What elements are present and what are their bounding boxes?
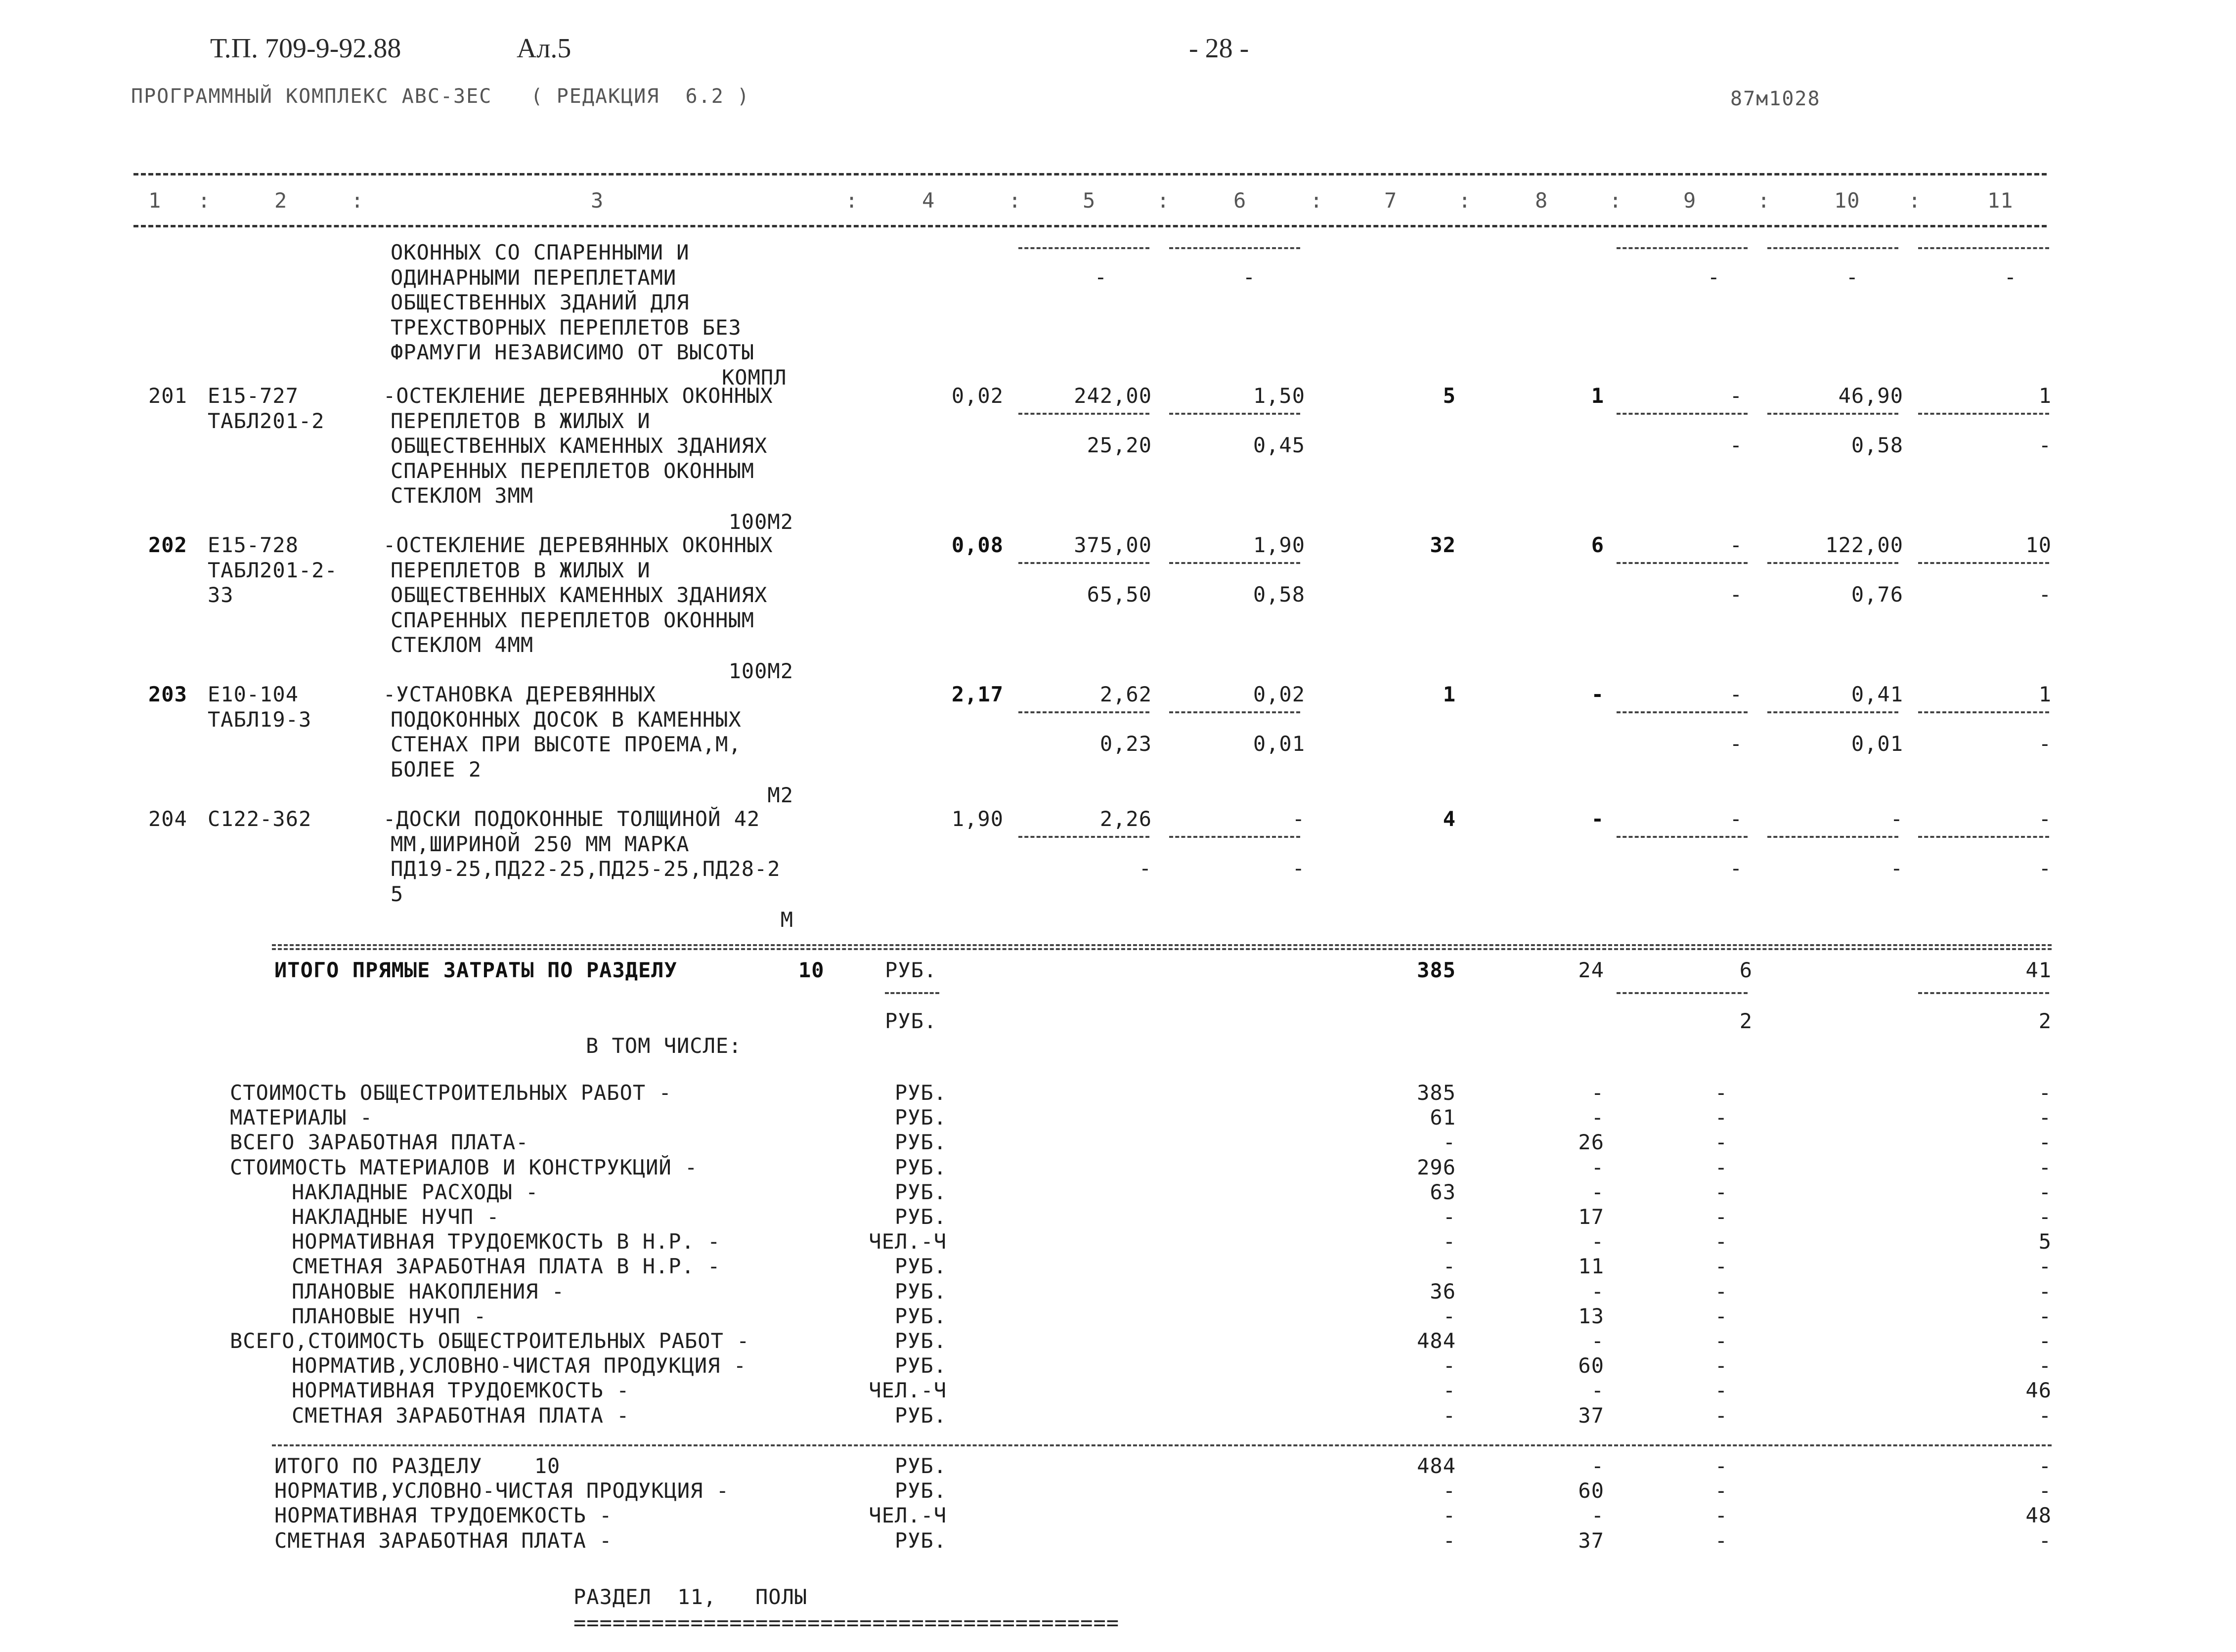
cell-value: - <box>1591 807 1604 831</box>
item-table-ref: ТАБЛ19-3 <box>208 707 312 732</box>
cell-value: 5 <box>2038 1229 2052 1254</box>
breakdown-label: НОРМАТИВ,УСЛОВНО-ЧИСТАЯ ПРОДУКЦИЯ - <box>292 1353 747 1378</box>
section-total-label: НОРМАТИВ,УСЛОВНО-ЧИСТАЯ ПРОДУКЦИЯ - <box>274 1478 730 1503</box>
breakdown-unit: РУБ. <box>894 1304 947 1328</box>
split-rule <box>1018 247 1149 249</box>
item-unit: М <box>780 908 793 932</box>
item-description-line: -ДОСКИ ПОДОКОННЫЕ ТОЛЩИНОЙ 42 <box>383 807 760 831</box>
cell-value: - <box>1591 1503 1604 1528</box>
totals-rule <box>272 948 2052 950</box>
item-unit: 100М2 <box>728 658 793 683</box>
total-unit: РУБ. <box>885 1009 937 1033</box>
cell-value: 65,50 <box>1087 582 1152 607</box>
cell-value: - <box>1714 1403 1728 1428</box>
column-number: 4 <box>922 188 935 213</box>
cell-value: - <box>1443 1229 1456 1254</box>
cell-value: - <box>1729 533 1743 557</box>
breakdown-unit: РУБ. <box>894 1179 947 1204</box>
split-rule <box>1767 711 1898 713</box>
cell-value: - <box>2038 732 2052 756</box>
breakdown-unit: РУБ. <box>894 1105 947 1130</box>
column-separator: : <box>845 188 859 213</box>
item-description-line: ПЕРЕПЛЕТОВ В ЖИЛЫХ И <box>391 558 651 582</box>
split-rule <box>1918 247 2049 249</box>
split-rule <box>1018 413 1149 415</box>
breakdown-label: ВСЕГО ЗАРАБОТНАЯ ПЛАТА- <box>230 1130 529 1155</box>
cell-value: 37 <box>1578 1403 1604 1428</box>
item-number: 202 <box>148 533 187 557</box>
cell-value: 0,58 <box>1851 433 1903 457</box>
cell-value: - <box>2038 1155 2052 1179</box>
split-rule <box>1617 413 1748 415</box>
breakdown-unit: РУБ. <box>894 1353 947 1378</box>
item-number: 204 <box>148 807 187 831</box>
split-rule <box>1617 562 1748 564</box>
section-total-label: ИТОГО ПО РАЗДЕЛУ 10 <box>274 1454 561 1478</box>
cell-value: - <box>2038 1205 2052 1229</box>
cell-value: - <box>2038 1081 2052 1105</box>
cell-value: - <box>1591 682 1604 706</box>
split-rule <box>1767 562 1898 564</box>
cell-value: 5 <box>1443 384 1456 408</box>
cell-value: 37 <box>1578 1528 1604 1553</box>
cell-value: 46 <box>2025 1378 2052 1403</box>
cell-value: 375,00 <box>1074 533 1152 557</box>
item-description-line: ОБЩЕСТВЕННЫХ ЗДАНИЙ ДЛЯ <box>391 290 690 314</box>
cell-value: 0,45 <box>1253 433 1305 457</box>
cell-value: 26 <box>1578 1130 1604 1155</box>
cell-value: 60 <box>1578 1353 1604 1378</box>
cell-value: - <box>1729 582 1743 607</box>
cell-value: - <box>1714 1329 1728 1353</box>
cell-value: 0,01 <box>1851 732 1903 756</box>
split-rule <box>1169 836 1300 838</box>
cell-value: - <box>2038 1279 2052 1304</box>
item-code: Е15-728 <box>208 533 299 557</box>
breakdown-label: ПЛАНОВЫЕ НАКОПЛЕНИЯ - <box>292 1279 565 1304</box>
breakdown-unit: РУБ. <box>894 1279 947 1304</box>
section-total-label: СМЕТНАЯ ЗАРАБОТНАЯ ПЛАТА - <box>274 1528 613 1553</box>
item-table-ref: ТАБЛ201-2 <box>208 408 325 433</box>
breakdown-label: СТОИМОСТЬ МАТЕРИАЛОВ И КОНСТРУКЦИЙ - <box>230 1155 698 1179</box>
cell-value: - <box>1714 1254 1728 1279</box>
column-separator: : <box>1310 188 1323 213</box>
cell-value: 2,62 <box>1099 682 1152 706</box>
next-section-title: РАЗДЕЛ 11, ПОЛЫ <box>573 1585 808 1609</box>
cell-value: 0,76 <box>1851 582 1903 607</box>
next-section-underline: ========================================== <box>573 1610 1120 1635</box>
split-rule <box>1617 247 1748 249</box>
cell-value: - <box>2038 433 2052 457</box>
breakdown-unit: РУБ. <box>894 1130 947 1155</box>
cell-value: 6 <box>1739 958 1753 982</box>
page-number: - 28 - <box>1189 33 1249 64</box>
cell-value: 48 <box>2025 1503 2052 1528</box>
item-description-line: СПАРЕННЫХ ПЕРЕПЛЕТОВ ОКОННЫМ <box>391 458 755 483</box>
item-description-line: ОБЩЕСТВЕННЫХ КАМЕННЫХ ЗДАНИЯХ <box>391 583 768 607</box>
split-rule <box>1169 413 1300 415</box>
total-unit: РУБ. <box>885 958 937 982</box>
cell-value: - <box>1292 856 1305 880</box>
cell-value: - <box>1443 1353 1456 1378</box>
breakdown-unit: РУБ. <box>894 1155 947 1179</box>
split-rule <box>1767 836 1898 838</box>
cell-value: - <box>1714 1081 1728 1105</box>
cell-value: 122,00 <box>1825 533 1903 557</box>
cell-value: 0,58 <box>1253 582 1305 607</box>
cell-value: 1 <box>2038 682 2052 706</box>
section-total-label: НОРМАТИВНАЯ ТРУДОЕМКОСТЬ - <box>274 1503 613 1528</box>
cell-value: - <box>1890 807 1903 831</box>
cell-value: - <box>2038 1329 2052 1353</box>
split-rule <box>1918 992 2049 994</box>
cell-value: 0,23 <box>1099 732 1152 756</box>
item-description-line: -УСТАНОВКА ДЕРЕВЯННЫХ <box>383 682 657 706</box>
cell-value: 60 <box>1578 1478 1604 1503</box>
split-rule <box>1918 836 2049 838</box>
item-number: 203 <box>148 682 187 706</box>
cell-value: - <box>1591 1279 1604 1304</box>
cell-value: - <box>1707 265 1720 289</box>
column-separator: : <box>198 188 211 213</box>
cell-value: - <box>1591 1155 1604 1179</box>
cell-value: - <box>1729 384 1743 408</box>
cell-value: - <box>2038 807 2052 831</box>
breakdown-label: ВСЕГО,СТОИМОСТЬ ОБЩЕСТРОИТЕЛЬНЫХ РАБОТ - <box>230 1329 750 1353</box>
cell-value: - <box>1443 1403 1456 1428</box>
item-description-line: СПАРЕННЫХ ПЕРЕПЛЕТОВ ОКОННЫМ <box>391 608 755 632</box>
column-separator: : <box>351 188 364 213</box>
breakdown-unit: РУБ. <box>894 1254 947 1279</box>
cell-value: - <box>1729 856 1743 880</box>
cell-value: 0,41 <box>1851 682 1903 706</box>
breakdown-unit: ЧЕЛ.-Ч <box>869 1229 947 1254</box>
column-separator: : <box>1908 188 1922 213</box>
column-separator: : <box>1757 188 1771 213</box>
total-section-number: 10 <box>798 958 825 982</box>
cell-value: - <box>1139 856 1152 880</box>
cell-value: 36 <box>1430 1279 1456 1304</box>
split-rule <box>1767 247 1898 249</box>
cell-value: - <box>2038 1454 2052 1478</box>
split-rule <box>1617 711 1748 713</box>
cell-value: - <box>1714 1378 1728 1403</box>
cell-value: 2 <box>2038 1009 2052 1033</box>
split-rule <box>1767 413 1898 415</box>
cell-value: - <box>1845 265 1859 289</box>
cell-value: - <box>1443 1378 1456 1403</box>
column-number: 8 <box>1535 188 1548 213</box>
cell-value: - <box>1714 1478 1728 1503</box>
breakdown-unit: РУБ. <box>894 1403 947 1428</box>
item-description-line: КОМПЛ <box>722 365 787 390</box>
cell-value: - <box>1714 1105 1728 1130</box>
breakdown-label: СМЕТНАЯ ЗАРАБОТНАЯ ПЛАТА - <box>292 1403 630 1428</box>
cell-value: - <box>1443 1254 1456 1279</box>
cell-value: - <box>1714 1503 1728 1528</box>
split-rule <box>1918 413 2049 415</box>
cell-value: 1,90 <box>1253 533 1305 557</box>
split-rule <box>1617 992 1748 994</box>
document-reference: Т.П. 709-9-92.88 <box>210 33 401 64</box>
cell-value: - <box>1714 1229 1728 1254</box>
cell-value: - <box>1591 1378 1604 1403</box>
header-bottom-rule <box>133 225 2047 227</box>
cell-value: - <box>1591 1329 1604 1353</box>
split-rule <box>1169 247 1300 249</box>
cell-value: - <box>1591 1179 1604 1204</box>
cell-value: 6 <box>1591 533 1604 557</box>
split-rule <box>1918 711 2049 713</box>
split-rule <box>1169 711 1300 713</box>
cell-value: - <box>1591 1081 1604 1105</box>
cell-value: 1,50 <box>1253 384 1305 408</box>
item-description-line: ОДИНАРНЫМИ ПЕРЕПЛЕТАМИ <box>391 265 677 290</box>
column-separator: : <box>1008 188 1022 213</box>
cell-value: - <box>1591 1229 1604 1254</box>
cell-value: - <box>2038 1105 2052 1130</box>
item-description-line: БОЛЕЕ 2 <box>391 757 482 782</box>
column-number: 9 <box>1683 188 1697 213</box>
section-total-unit: РУБ. <box>894 1454 947 1478</box>
item-description-line: СТЕКЛОМ 3ММ <box>391 483 534 508</box>
column-separator: : <box>1609 188 1622 213</box>
cell-value: - <box>2038 1254 2052 1279</box>
item-code: Е15-727 <box>208 384 299 408</box>
column-number: 5 <box>1083 188 1096 213</box>
split-rule <box>1018 711 1149 713</box>
breakdown-unit: ЧЕЛ.-Ч <box>869 1378 947 1403</box>
cell-value: - <box>2038 1179 2052 1204</box>
item-description-line: -ОСТЕКЛЕНИЕ ДЕРЕВЯННЫХ ОКОННЫХ <box>383 384 773 408</box>
item-description-line: СТЕКЛОМ 4ММ <box>391 633 534 657</box>
item-quantity: 2,17 <box>951 682 1004 706</box>
cell-value: - <box>1729 682 1743 706</box>
section-total-unit: РУБ. <box>894 1478 947 1503</box>
document-code: 87м1028 <box>1730 87 1821 110</box>
cell-value: - <box>1714 1353 1728 1378</box>
column-number: 1 <box>148 188 162 213</box>
cell-value: - <box>1292 807 1305 831</box>
item-description-line: ФРАМУГИ НЕЗАВИСИМО ОТ ВЫСОТЫ <box>391 340 755 364</box>
breakdown-unit: РУБ. <box>894 1081 947 1105</box>
cell-value: - <box>2038 1528 2052 1553</box>
item-number: 201 <box>148 384 187 408</box>
cell-value: 17 <box>1578 1205 1604 1229</box>
item-description-line: ПД19-25,ПД22-25,ПД25-25,ПД28-2 <box>391 857 781 881</box>
cell-value: 484 <box>1417 1329 1456 1353</box>
cell-value: - <box>1242 265 1256 289</box>
cell-value: 24 <box>1578 958 1604 982</box>
item-table-ref: ТАБЛ201-2- <box>208 558 338 582</box>
cell-value: 63 <box>1430 1179 1456 1204</box>
cell-value: 385 <box>1417 958 1456 982</box>
breakdown-label: СТОИМОСТЬ ОБЩЕСТРОИТЕЛЬНЫХ РАБОТ - <box>230 1081 672 1105</box>
cell-value: - <box>2038 582 2052 607</box>
cell-value: 1 <box>2038 384 2052 408</box>
cell-value: - <box>1714 1179 1728 1204</box>
cell-value: - <box>1714 1155 1728 1179</box>
column-number: 6 <box>1233 188 1247 213</box>
item-description-line: ММ,ШИРИНОЙ 250 ММ МАРКА <box>391 831 690 856</box>
cell-value: 296 <box>1417 1155 1456 1179</box>
header-top-rule <box>133 173 2047 175</box>
cell-value: - <box>2038 1353 2052 1378</box>
item-description-line: ОКОННЫХ СО СПАРЕННЫМИ И <box>391 240 690 264</box>
cell-value: 2 <box>1739 1009 1753 1033</box>
cell-value: 484 <box>1417 1454 1456 1478</box>
item-description-line: ПОДОКОННЫХ ДОСОК В КАМЕННЫХ <box>391 707 742 732</box>
cell-value: - <box>2038 1403 2052 1428</box>
total-label: ИТОГО ПРЯМЫЕ ЗАТРАТЫ ПО РАЗДЕЛУ <box>274 958 677 982</box>
cell-value: 385 <box>1417 1081 1456 1105</box>
cell-value: - <box>1729 433 1743 457</box>
cell-value: - <box>1729 807 1743 831</box>
cell-value: - <box>1714 1279 1728 1304</box>
breakdown-label: ПЛАНОВЫЕ НУЧП - <box>292 1304 487 1328</box>
item-description-line: ТРЕХСТВОРНЫХ ПЕРЕПЛЕТОВ БЕЗ <box>391 315 742 340</box>
cell-value: 10 <box>2025 533 2052 557</box>
cell-value: - <box>1443 1503 1456 1528</box>
breakdown-label: МАТЕРИАЛЫ - <box>230 1105 373 1130</box>
breakdown-label: НОРМАТИВНАЯ ТРУДОЕМКОСТЬ - <box>292 1378 630 1403</box>
program-line: ПРОГРАММНЫЙ КОМПЛЕКС АВС-3ЕС ( РЕДАКЦИЯ 6.2 ) <box>131 85 750 108</box>
cell-value: - <box>2004 265 2017 289</box>
split-rule <box>1169 562 1300 564</box>
column-number: 11 <box>1987 188 2014 213</box>
cell-value: 11 <box>1578 1254 1604 1279</box>
item-description-line: ПЕРЕПЛЕТОВ В ЖИЛЫХ И <box>391 408 651 433</box>
cell-value: - <box>1443 1130 1456 1155</box>
breakdown-label: НАКЛАДНЫЕ НУЧП - <box>292 1205 500 1229</box>
cell-value: - <box>2038 856 2052 880</box>
cell-value: - <box>1443 1478 1456 1503</box>
cell-value: 1 <box>1591 384 1604 408</box>
cell-value: - <box>2038 1478 2052 1503</box>
cell-value: - <box>1729 732 1743 756</box>
item-description-line: -ОСТЕКЛЕНИЕ ДЕРЕВЯННЫХ ОКОННЫХ <box>383 533 773 557</box>
cell-value: - <box>1714 1205 1728 1229</box>
cell-value: 1 <box>1443 682 1456 706</box>
cell-value: 41 <box>2025 958 2052 982</box>
section-total-unit: РУБ. <box>894 1528 947 1553</box>
cell-value: - <box>1714 1304 1728 1328</box>
item-quantity: 0,02 <box>951 384 1004 408</box>
split-rule <box>885 992 939 994</box>
cell-value: 13 <box>1578 1304 1604 1328</box>
item-description-line: СТЕНАХ ПРИ ВЫСОТЕ ПРОЕМА,М, <box>391 732 742 756</box>
column-separator: : <box>1157 188 1170 213</box>
cell-value: 2,26 <box>1099 807 1152 831</box>
split-rule <box>1018 562 1149 564</box>
section-total-unit: ЧЕЛ.-Ч <box>869 1503 947 1528</box>
breakdown-unit: РУБ. <box>894 1329 947 1353</box>
cell-value: - <box>1714 1528 1728 1553</box>
cell-value: - <box>1443 1304 1456 1328</box>
item-code: Е10-104 <box>208 682 299 706</box>
cell-value: - <box>1094 265 1107 289</box>
item-quantity: 1,90 <box>951 807 1004 831</box>
cell-value: 0,02 <box>1253 682 1305 706</box>
column-number: 2 <box>274 188 288 213</box>
item-table-ref: 33 <box>208 583 234 607</box>
totals-rule <box>272 944 2052 946</box>
cell-value: - <box>2038 1304 2052 1328</box>
split-rule <box>1617 836 1748 838</box>
cell-value: 46,90 <box>1838 384 1903 408</box>
item-description-line: ОБЩЕСТВЕННЫХ КАМЕННЫХ ЗДАНИЯХ <box>391 434 768 458</box>
column-number: 10 <box>1834 188 1860 213</box>
breakdown-label: НАКЛАДНЫЕ РАСХОДЫ - <box>292 1179 539 1204</box>
item-unit: 100М2 <box>728 509 793 534</box>
cell-value: - <box>1443 1205 1456 1229</box>
breakdown-label: СМЕТНАЯ ЗАРАБОТНАЯ ПЛАТА В Н.Р. - <box>292 1254 721 1279</box>
cell-value: - <box>1890 856 1903 880</box>
cell-value: 25,20 <box>1087 433 1152 457</box>
cell-value: 242,00 <box>1074 384 1152 408</box>
cell-value: - <box>1591 1454 1604 1478</box>
section-totals-rule <box>272 1444 2052 1446</box>
item-quantity: 0,08 <box>951 533 1004 557</box>
item-code: С122-362 <box>208 807 312 831</box>
cell-value: - <box>1714 1130 1728 1155</box>
item-description-line: 5 <box>391 881 404 906</box>
cell-value: 32 <box>1430 533 1456 557</box>
column-separator: : <box>1458 188 1472 213</box>
cell-value: - <box>1714 1454 1728 1478</box>
cell-value: 0,01 <box>1253 732 1305 756</box>
cell-value: - <box>1443 1528 1456 1553</box>
item-unit: М2 <box>767 783 793 807</box>
cell-value: - <box>2038 1130 2052 1155</box>
including-label: В ТОМ ЧИСЛЕ: <box>586 1034 742 1058</box>
sheet-label: Ал.5 <box>517 33 571 64</box>
split-rule <box>1018 836 1149 838</box>
split-rule <box>1918 562 2049 564</box>
cell-value: - <box>1591 1105 1604 1130</box>
breakdown-label: НОРМАТИВНАЯ ТРУДОЕМКОСТЬ В Н.Р. - <box>292 1229 721 1254</box>
cell-value: 4 <box>1443 807 1456 831</box>
breakdown-unit: РУБ. <box>894 1205 947 1229</box>
cell-value: 61 <box>1430 1105 1456 1130</box>
column-number: 3 <box>591 188 604 213</box>
column-number: 7 <box>1384 188 1398 213</box>
